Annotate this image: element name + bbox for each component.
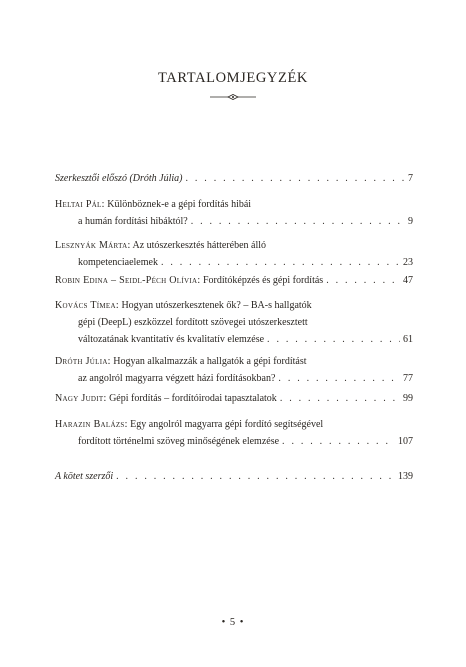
page-number: 9 xyxy=(408,216,413,227)
page-footer-number: • 5 • xyxy=(221,617,245,628)
toc-entry-harazin[interactable] xyxy=(55,416,413,450)
entry-title-cont: az angolról magyarra végzett házi fordításokban? xyxy=(78,373,276,384)
page-number: 107 xyxy=(398,436,413,447)
toc-entry-nagy[interactable] xyxy=(55,390,413,407)
entry-title-cont: a humán fordítási hibáktól? xyxy=(78,216,188,227)
entry-title-cont: kompetenciaelemek xyxy=(78,257,158,268)
dot-leader xyxy=(267,331,400,348)
toc-entry-editor-foreword[interactable] xyxy=(55,170,413,187)
toc-entry-authors[interactable] xyxy=(55,468,413,485)
entry-title: A kötet szerzői xyxy=(55,471,114,482)
ornament-divider-icon xyxy=(208,92,258,102)
entry-title: Szerkesztői előszó (Dróth Júlia) xyxy=(55,173,183,184)
entry-title: Az utószerkesztés hátterében álló xyxy=(130,240,267,251)
entry-title: Gépi fordítás – fordítóirodai tapasztalatok xyxy=(106,393,277,404)
entry-author: Harazin Balázs: xyxy=(55,419,128,430)
entry-title-cont: gépi (DeepL) eszközzel fordított szövegei utószerkesztett xyxy=(78,317,308,328)
entry-author: Heltai Pál: xyxy=(55,199,105,210)
entry-title: Hogyan utószerkesztenek ők? – BA-s hallgatók xyxy=(118,300,312,311)
page-number: 99 xyxy=(403,393,413,404)
entry-title: Különböznek-e a gépi fordítás hibái xyxy=(104,199,252,210)
dot-leader xyxy=(161,254,400,271)
page-number: 47 xyxy=(403,275,413,286)
dot-leader xyxy=(326,272,400,289)
page-number: 23 xyxy=(403,257,413,268)
entry-title-cont: fordított történelmi szöveg minőségének elemzése xyxy=(78,436,280,447)
page-number: 7 xyxy=(408,173,413,184)
entry-title: Egy angolról magyarra gépi fordító segítségével xyxy=(127,419,324,430)
entry-author: Robin Edina – Seidl-Péch Olívia: xyxy=(55,275,201,286)
toc-entry-heltai[interactable] xyxy=(55,196,413,230)
toc-entry-lesznyak[interactable] xyxy=(55,237,413,271)
page-number: 139 xyxy=(398,471,413,482)
toc-entry-kovacs[interactable] xyxy=(55,297,413,348)
page-title: TARTALOMJEGYZÉK xyxy=(158,70,308,86)
dot-leader xyxy=(280,390,400,407)
page-number: 77 xyxy=(403,373,413,384)
dot-leader xyxy=(278,370,400,387)
dot-leader xyxy=(116,468,395,485)
entry-author: Nagy Judit: xyxy=(55,393,107,404)
page-number: 61 xyxy=(403,334,413,345)
entry-author: Lesznyák Márta: xyxy=(55,240,131,251)
toc-entry-robin-seidl[interactable] xyxy=(55,272,413,289)
dot-leader xyxy=(186,170,406,187)
entry-title: Hogyan alkalmazzák a hallgatók a gépi fordítást xyxy=(110,356,307,367)
entry-title: Fordítóképzés és gépi fordítás xyxy=(200,275,324,286)
dot-leader xyxy=(282,433,395,450)
entry-author: Dróth Júlia: xyxy=(55,356,111,367)
toc-entry-droth[interactable] xyxy=(55,353,413,387)
dot-leader xyxy=(191,213,405,230)
entry-author: Kovács Tímea: xyxy=(55,300,119,311)
entry-title-cont: változatának kvantitatív és kvalitatív elemzése xyxy=(78,334,265,345)
